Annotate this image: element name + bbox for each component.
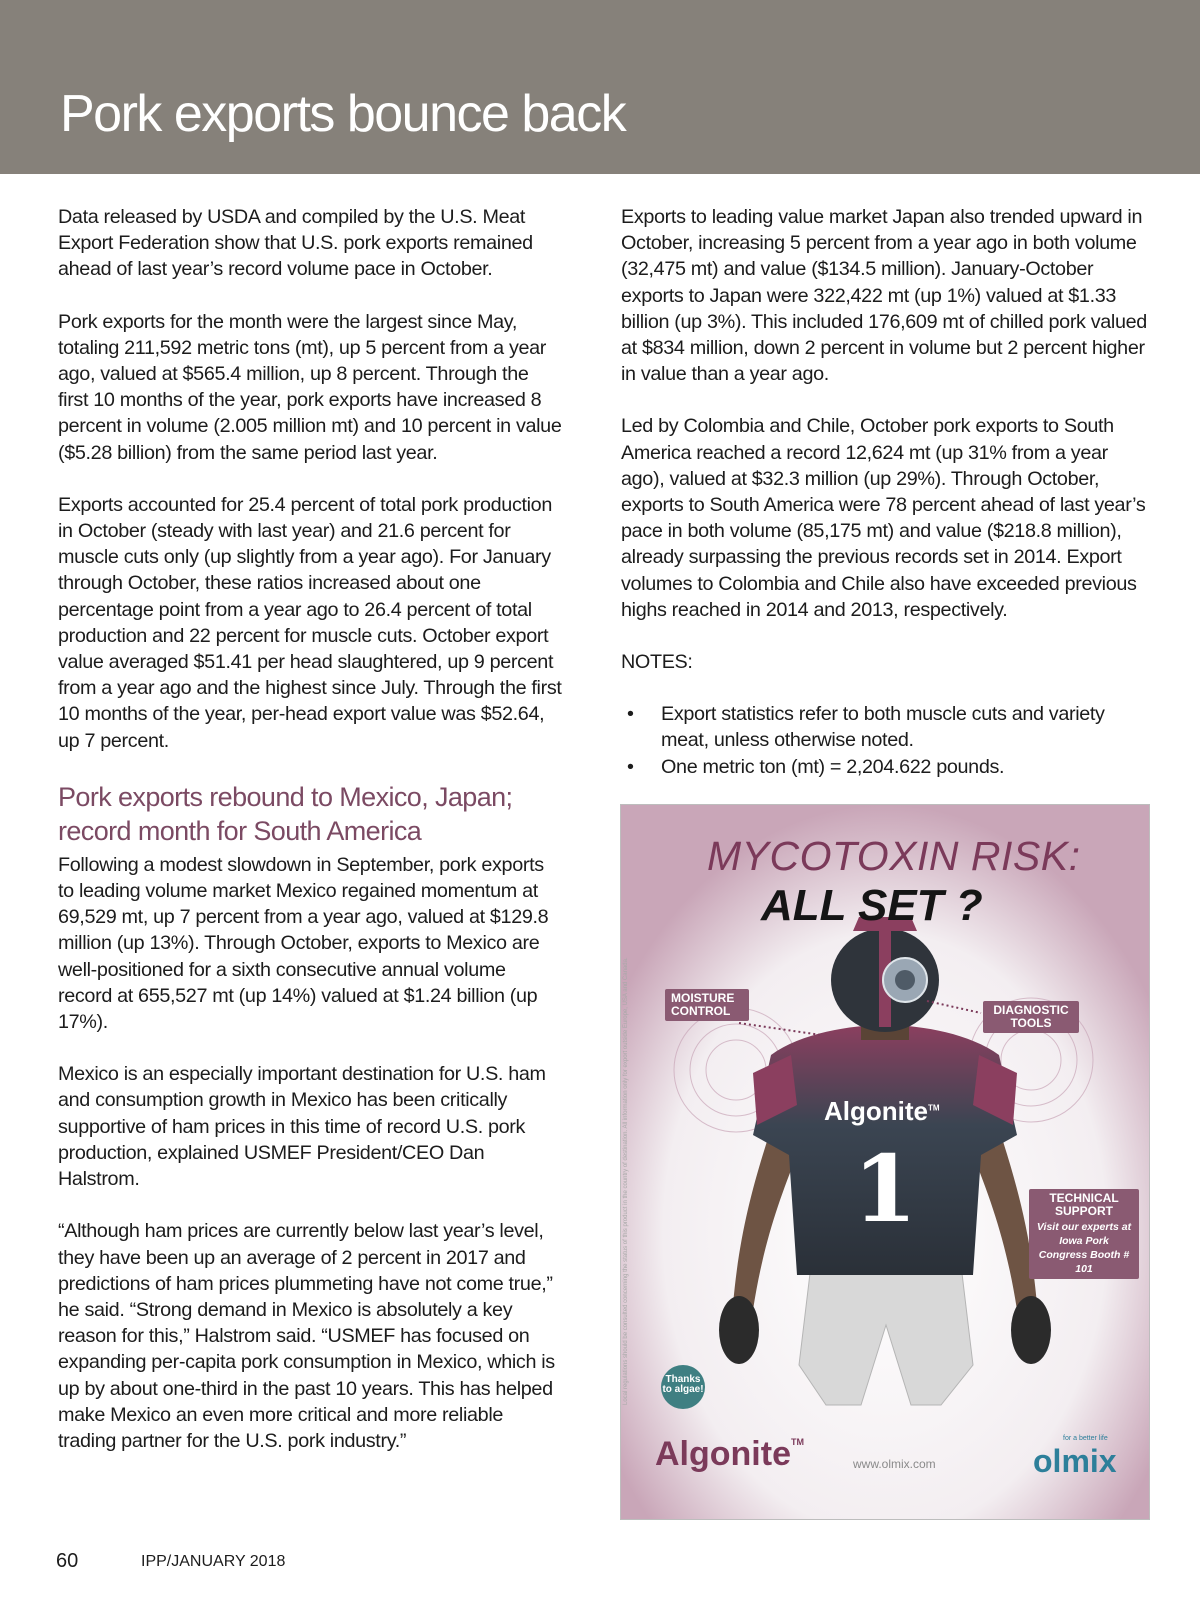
moisture-control-callout: MOISTURE CONTROL (665, 989, 749, 1021)
technical-support-title: TECHNICAL SUPPORT (1049, 1191, 1119, 1218)
paragraph: Following a modest slowdown in September, pork exports to leading volume market Mexico regained momentum at 69,529 mt, up 7 percent from a year ago, valued at $129.8 million (up 13%). Through October, exports to Mexico are well-positioned for a sixth consecutive annual volume record at 655,527 mt (up 14%) valued at $1.24 billion (up 17%). (58, 853, 549, 1034)
paragraph: Mexico is an especially important destination for U.S. ham and consumption growth in Mexico has been critically supportive of ham prices in this time of record U.S. pork production, explained USMEF President/CEO Dan Halstrom. (58, 1063, 546, 1191)
paragraph: Pork exports for the month were the largest since May, totaling 211,592 metric tons (mt), up 5 percent from a year ago, valued at $565.4 million, up 8 percent. Through the first 10 months of the year, pork exports have increased 8 percent in volume (2.005 million mt) and 10 percent in value ($5.28 billion) from the same period last year. (58, 310, 562, 464)
header-band (0, 0, 1200, 174)
ad-headline: MYCOTOXIN RISK: (707, 833, 1081, 879)
olmix-logo: olmix (1033, 1443, 1117, 1479)
olmix-tagline: for a better life (1063, 1435, 1108, 1442)
paragraph: Led by Colombia and Chile, October pork exports to South America reached a record 12,624 mt (up 31% from a year ago), valued at $32.3 million (up 29%). Through October, exports to South America were 78 percent ahead of last year’s pace in both volume (85,175 mt) and value ($218.8 million), already surpassing the previous records set in 2014. Export volumes to Colombia and Chile also have exceeded previous highs reached in 2014 and 2013, respectively. (621, 415, 1146, 621)
page-title: Pork exports bounce back (60, 85, 626, 143)
trademark-mark: TM (928, 1103, 940, 1113)
notes-title: NOTES: (621, 651, 693, 674)
issue-label: IPP/JANUARY 2018 (141, 1553, 286, 1570)
paragraph: Exports to leading value market Japan also trended upward in October, increasing 5 percent from a year ago in both volume (32,475 mt) and value ($134.5 million). January-October exports to Japan were 322,422 mt (up 1%) valued at $1.33 billion (up 3%). This included 176,609 mt of chilled pork valued at $834 million, down 2 percent in volume but 2 percent higher in value than a year ago. (621, 206, 1147, 386)
technical-support-callout (1029, 1189, 1139, 1279)
ad-url-link[interactable]: www.olmix.com (853, 1457, 936, 1471)
section-subheading: Pork exports rebound to Mexico, Japan; record month for South America (58, 781, 513, 846)
thanks-algae-badge: Thanks to algae! (661, 1365, 705, 1409)
vertical-disclaimer: Local regulations should be consulted concerning the status of this product in the country of destination. All information only for export outside Europe, USA and Canada. (623, 957, 629, 1405)
notes-section (621, 649, 1151, 780)
notes-list (621, 701, 1151, 780)
jersey-brand: Algonite™ (824, 1096, 940, 1126)
paragraph: “Although ham prices are currently below last year’s level, they have been up an average of 2 percent in 2017 and predictions of ham prices plummeting have not come true,” he said. “Strong demand in Mexico is absolutely a key reason for this,” Halstrom said. “USMEF has focused on expanding per-capita pork consumption in Mexico, which is up by about one-third in the past 10 years. This has helped make Mexico an even more critical and more reliable trading partner for the U.S. pork industry.” (58, 1220, 555, 1452)
algonite-logo: Algonite™ (655, 1435, 804, 1473)
ad-headline-emphasis: ALL SET ? (761, 881, 983, 930)
paragraph: Data released by USDA and compiled by the U.S. Meat Export Federation show that U.S. pork exports remained ahead of last year’s record volume pace in October. (58, 206, 533, 281)
diagnostic-tools-callout: DIAGNOSTIC TOOLS (983, 1001, 1079, 1033)
note-item: • One metric ton (mt) = 2,204.622 pounds. (621, 754, 1151, 780)
right-column (621, 204, 1151, 780)
page-number: 60 (56, 1550, 79, 1572)
jersey-number: 1 (853, 1135, 918, 1243)
booth-info: Visit our experts at Iowa Pork Congress Booth # 101 (1036, 1221, 1132, 1275)
note-item: • Export statistics refer to both muscle cuts and variety meat, unless otherwise noted. (621, 701, 1151, 753)
advertisement[interactable] (620, 804, 1150, 1520)
paragraph: Exports accounted for 25.4 percent of total pork production in October (steady with last year) and 21.6 percent for muscle cuts only (up slightly from a year ago). For January through October, these ratios increased about one percentage point from a year ago to 26.4 percent of total production and 22 percent for muscle cuts. October export value averaged $51.41 per head slaughtered, up 9 percent from a year ago and the highest since July. Through the first 10 months of the year, per-head export value was $52.64, up 7 percent. (58, 493, 562, 752)
left-column (58, 204, 563, 1480)
